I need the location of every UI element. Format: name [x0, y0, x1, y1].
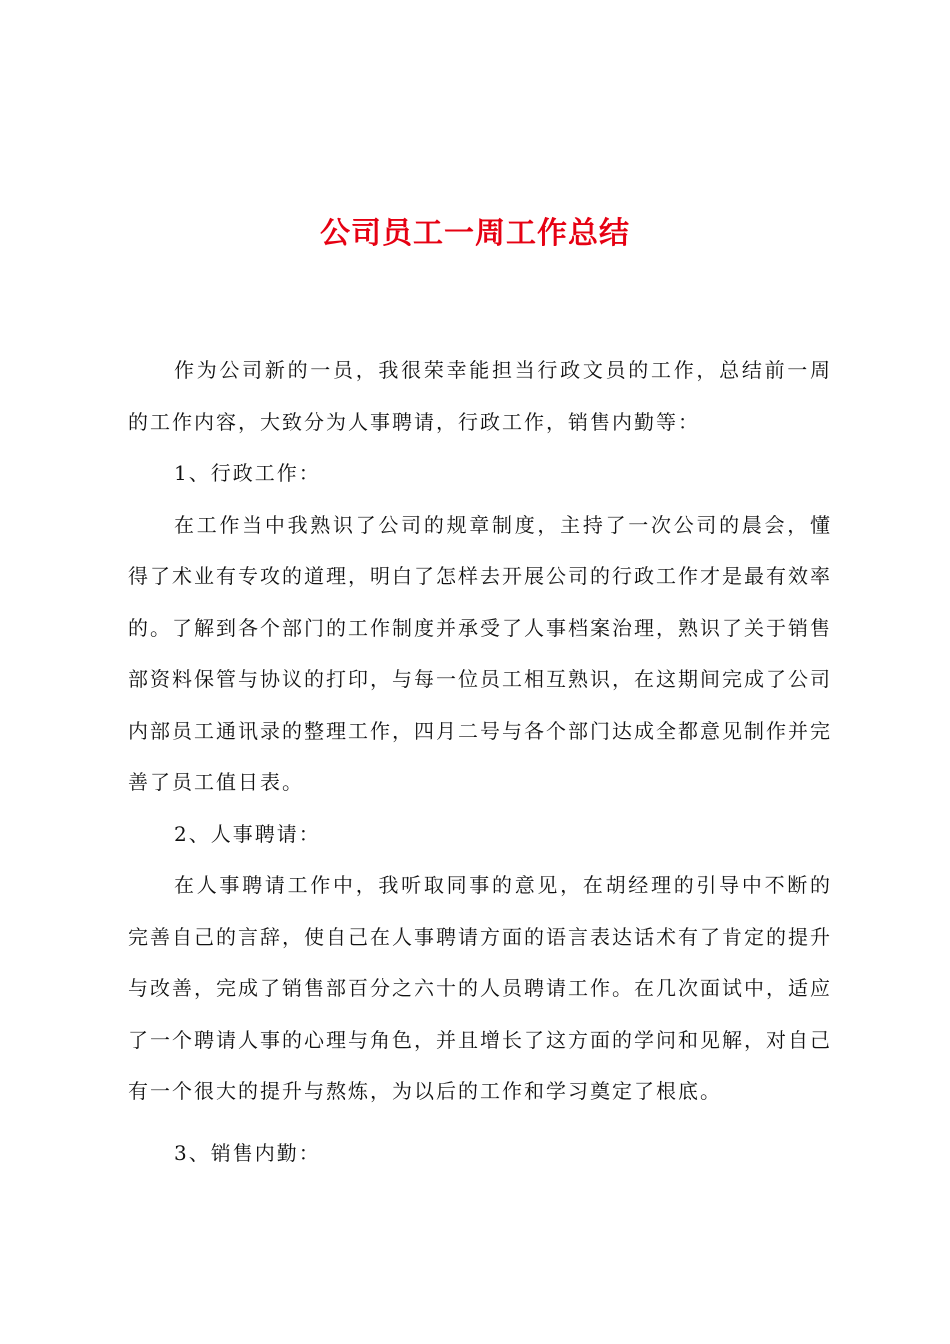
section-heading-recruitment: 2、人事聘请： [174, 821, 321, 846]
document-body [128, 345, 832, 1179]
document-title: 公司员工一周工作总结 [320, 216, 630, 251]
section-body-recruitment: 在人事聘请工作中，我听取同事的意见，在胡经理的引导中不断的完善自己的言辞，使自己在人事聘请方面的语言表达话术有了肯定的提升与改善，完成了销售部百分之六十的人员聘请工作。在几次面试中，适应了一个聘请人事的心理与角色，并且增长了这方面的学问和见解，对自己有一个很大的提升与熬炼，为以后的工作和学习奠定了根底。 [128, 873, 832, 1103]
intro-paragraph: 作为公司新的一员，我很荣幸能担当行政文员的工作，总结前一周的工作内容，大致分为人事聘请，行政工作，销售内勤等： [128, 358, 832, 434]
section-body-admin: 在工作当中我熟识了公司的规章制度，主持了一次公司的晨会，懂得了术业有专攻的道理，明白了怎样去开展公司的行政工作才是最有效率的。了解到各个部门的工作制度并承受了人事档案治理，熟识了关于销售部资料保管与协议的打印，与每一位员工相互熟识，在这期间完成了公司内部员工通讯录的整理工作，四月二号与各个部门达成全都意见制作并完善了员工值日表。 [128, 512, 832, 794]
section-heading-sales-support: 3、销售内勤： [174, 1140, 321, 1165]
section-heading-admin: 1、行政工作： [174, 461, 321, 485]
